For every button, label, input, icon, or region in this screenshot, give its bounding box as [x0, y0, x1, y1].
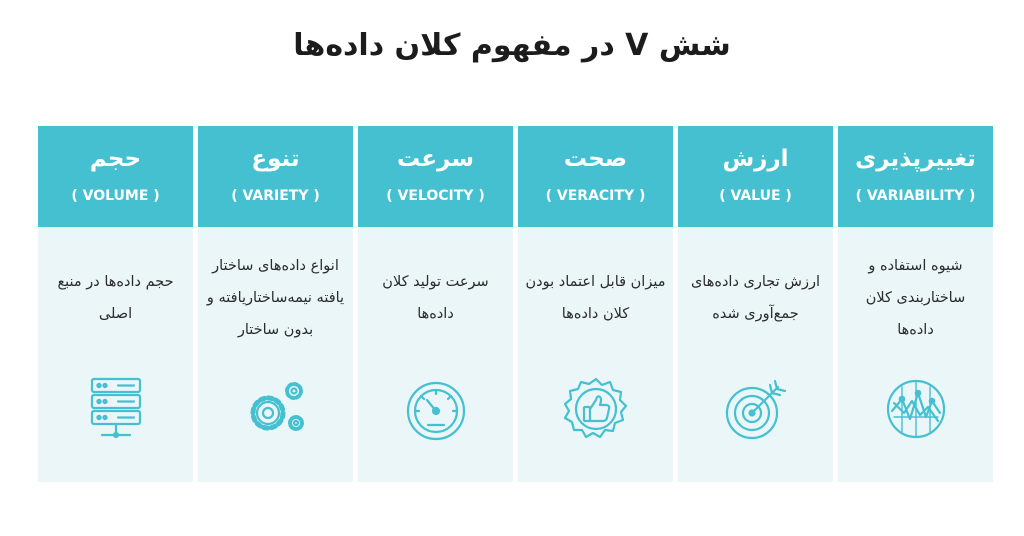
card-title-fa: تغییرپذیری: [855, 146, 976, 172]
card-title-en: ( VERACITY ): [545, 188, 646, 204]
card-body: [198, 227, 353, 482]
card-header: [38, 126, 193, 227]
card-description: انواع داده‌های ساختار یافته نیمه‌ساختاریافته و بدون ساختار: [206, 258, 345, 338]
card-title-en: ( VOLUME ): [71, 188, 160, 204]
card-title-fa: تنوع: [251, 146, 300, 172]
card-header: [838, 126, 993, 227]
card-header: [358, 126, 513, 227]
card-body: [518, 227, 673, 482]
card-title-en: ( VELOCITY ): [386, 188, 485, 204]
gears-icon: [240, 373, 312, 445]
card-variety: [198, 126, 353, 482]
card-description: شیوه استفاده و ساختاربندی کلان داده‌ها: [865, 258, 966, 338]
card-title-en: ( VALUE ): [719, 188, 792, 204]
variability-chart-icon: [880, 373, 952, 445]
card-title-fa: حجم: [89, 146, 142, 172]
card-title-en: ( VARIABILITY ): [855, 188, 976, 204]
card-title-fa: سرعت: [397, 146, 474, 172]
card-variability: [838, 126, 993, 482]
target-icon: [720, 373, 792, 445]
card-volume: [38, 126, 193, 482]
server-icon: [80, 373, 152, 445]
card-title-en: ( VARIETY ): [231, 188, 320, 204]
card-header: [678, 126, 833, 227]
card-description: حجم داده‌ها در منبع اصلی: [57, 274, 174, 322]
card-body: [678, 227, 833, 482]
card-title-fa: ارزش: [722, 146, 789, 172]
card-body: [358, 227, 513, 482]
card-description: میزان قابل اعتماد بودن کلان داده‌ها: [525, 274, 666, 322]
card-velocity: [358, 126, 513, 482]
card-veracity: [518, 126, 673, 482]
v-cards-row: [38, 126, 993, 482]
card-value: [678, 126, 833, 482]
thumbs-up-badge-icon: [560, 373, 632, 445]
page-title: شش V در مفهوم کلان داده‌ها: [293, 28, 731, 63]
card-description: سرعت تولید کلان داده‌ها: [382, 274, 489, 322]
speedometer-icon: [400, 373, 472, 445]
card-header: [198, 126, 353, 227]
card-title-fa: صحت: [563, 146, 628, 172]
card-description: ارزش تجاری داده‌های جمع‌آوری شده: [690, 274, 821, 322]
card-body: [38, 227, 193, 482]
card-header: [518, 126, 673, 227]
card-body: [838, 227, 993, 482]
